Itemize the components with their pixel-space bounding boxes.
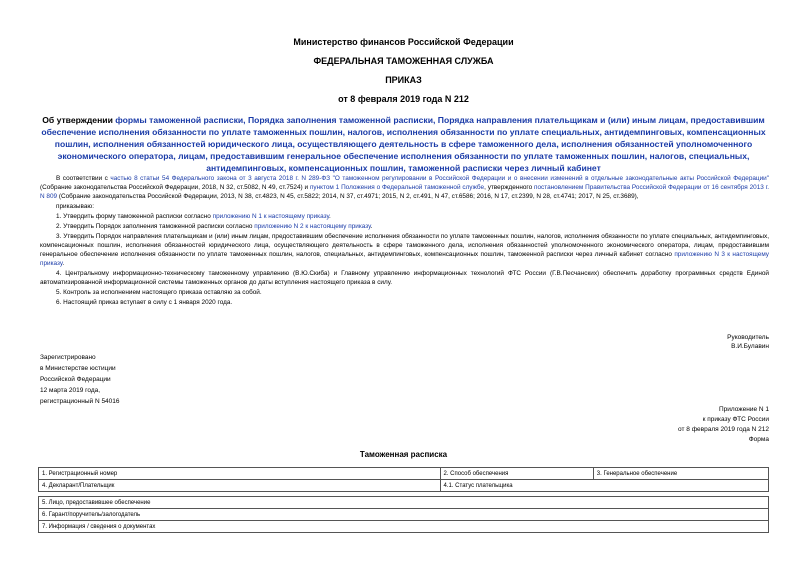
field-declarant: 4. Декларант/Плательщик <box>39 480 441 492</box>
order-title <box>40 114 767 174</box>
item-3-text: 3. Утвердить Порядок направления плательщикам и (или) иным лицам, предоставившим обеспечение исполнения обязанности по уплате таможенных пошлин, налогов, исполнения обязанности по уплате специальных, антидемпинговых, компенсационных пошлин, исполнения обязанностей юридического лица, осуществляющего деятельность в сфере таможенного дела, исполнения обязанностей уполномоченного экономического оператора, лицам, предоставившим генеральное обеспечение исполнения обязанности по уплате таможенных пошлин, налогов, специальных, антидемпинговых, компенсационных пошлин, таможенной расписки через личный кабинет согласно <box>40 233 769 258</box>
signature-block <box>727 333 769 351</box>
registration-line: 12 марта 2019 года, <box>40 387 101 394</box>
title-link[interactable]: формы таможенной расписки, Порядка заполнения таможенной расписки, Порядка направления плательщикам и (или) иным лицам, предоставившим обеспечение исполнения обязанности по уплате таможенных пошлин, налогов, исполнения обязанности по уплате специальных, антидемпинговых, компенсационных пошлин, исполнения обязанностей юридического лица, осуществляющего деятельность в сфере таможенного дела, исполнения обязанностей уполномоченного экономического оператора, лицам, предоставившим генеральное обеспечение исполнения обязанности по уплате таможенных пошлин, налогов, специальных, антидемпинговых, компенсационных пошлин, таможенной расписки через личный кабинет <box>41 115 766 173</box>
order-heading: ПРИКАЗ <box>385 75 422 85</box>
item-2-text: 2. Утвердить Порядок заполнения таможенной расписки согласно <box>56 223 255 230</box>
appendix-2-link[interactable]: приложению N 2 к настоящему приказу <box>254 223 371 230</box>
item-2: 2. Утвердить Порядок заполнения таможенной расписки согласно приложению N 2 к настоящему приказу. <box>56 223 373 230</box>
preamble-text-2: (Собрание законодательства Российской Федерации, 2018, N 32, ст.5082, N 49, ст.7524) и <box>40 184 310 191</box>
registration-block <box>40 352 120 407</box>
field-security-method: 2. Способ обеспечения <box>440 468 593 480</box>
registration-line: Зарегистрировано <box>40 354 96 361</box>
field-documents-info: 7. Информация / сведения о документах <box>39 521 769 533</box>
appendix-line: Приложение N 1 <box>718 406 769 413</box>
item-1-text: 1. Утвердить форму таможенной расписки согласно <box>56 213 213 220</box>
resolution-link[interactable]: постановлением Правительства Российской Федерации от 16 сентября 2013 г. N 809 <box>40 184 770 200</box>
appendix-line: к приказу ФТС России <box>702 416 769 423</box>
order-date-number: от 8 февраля 2019 года N 212 <box>338 94 469 104</box>
preamble-text-1: В соответствии с <box>56 175 111 182</box>
signer-name: В.И.Булавин <box>731 343 769 350</box>
service-heading: ФЕДЕРАЛЬНАЯ ТАМОЖЕННАЯ СЛУЖБА <box>313 56 494 66</box>
preamble-text-4: (Собрание законодательства Российской Федерации, 2013, N 38, ст.4823, N 45, ст.5822; 2014, N 37, ст.4971; 2015, N 2, ст.491, N 47, ст.6586; 2016, N 17, ст.2399, N 28, ст.4741; 2017, N 25, ст.3689), <box>57 193 639 200</box>
registration-line: регистрационный N 54016 <box>40 398 120 405</box>
ministry-heading: Министерство финансов Российской Федерации <box>293 37 514 47</box>
field-security-provider: 5. Лицо, предоставившее обеспечение <box>39 497 769 509</box>
registration-line: Российской Федерации <box>40 376 111 383</box>
appendix-1-link[interactable]: приложению N 1 к настоящему приказу <box>212 213 330 220</box>
customs-receipt-form <box>38 467 769 533</box>
preamble-text-3: , утвержденного <box>484 184 535 191</box>
appendix-line: от 8 февраля 2019 года N 212 <box>678 426 769 433</box>
field-general-security: 3. Генеральное обеспечение <box>593 468 768 480</box>
form-title: Таможенная расписка <box>359 450 448 459</box>
order-word: приказываю: <box>56 203 94 210</box>
preamble <box>40 174 769 201</box>
order-body <box>40 174 769 307</box>
item-1: 1. Утвердить форму таможенной расписки согласно приложению N 1 к настоящему приказу. <box>56 213 331 220</box>
field-registration-number: 1. Регистрационный номер <box>39 468 441 480</box>
signer-position: Руководитель <box>727 334 769 341</box>
item-3: 3. Утвердить Порядок направления плательщикам и (или) иным лицам, предоставившим обеспечение исполнения обязанности по уплате таможенных пошлин, налогов, исполнения обязанности по уплате специальных, антидемпинговых, компенсационных пошлин, исполнения обязанностей юридического лица, осуществляющего деятельность в сфере таможенного дела, исполнения обязанностей уполномоченного экономического оператора, лицам, предоставившим генеральное обеспечение исполнения обязанности по уплате таможенных пошлин, налогов, специальных, антидемпинговых, компенсационных пошлин, таможенной расписки через личный кабинет согласно приложению N 3 к настоящему приказу. <box>40 233 769 267</box>
item-4: 4. Центральному информационно-техническому таможенному управлению (В.Ю.Скиба) и Главному управлению информационных технологий ФТС России (Г.В.Песчанских) обеспечить доработку программных средств Единой автоматизированной информационной системы таможенных органов до даты вступления настоящего приказа в силу. <box>40 270 769 286</box>
item-5: 5. Контроль за исполнением настоящего приказа оставляю за собой. <box>56 289 262 296</box>
regulation-link[interactable]: пунктом 1 Положения о Федеральной таможенной службе <box>309 184 485 191</box>
registration-line: в Министерстве юстиции <box>40 365 116 372</box>
appendix-line: Форма <box>748 436 769 443</box>
item-6: 6. Настоящий приказ вступает в силу с 1 января 2020 года. <box>56 299 233 306</box>
appendix-3-link[interactable]: приложению N 3 к настоящему приказу <box>40 251 769 267</box>
field-guarantor: 6. Гарант/поручитель/залогодатель <box>39 509 769 521</box>
law-link[interactable]: частью 8 статьи 54 Федерального закона от 3 августа 2018 г. N 289-ФЗ "О таможенном регулировании в Российской Федерации и о внесении изменений в отдельные законодательные акты Российской Федерации" <box>110 175 769 182</box>
field-payer-status: 4.1. Статус плательщика <box>440 480 769 492</box>
title-prefix: Об утверждении <box>42 115 116 125</box>
appendix-heading <box>678 405 769 445</box>
